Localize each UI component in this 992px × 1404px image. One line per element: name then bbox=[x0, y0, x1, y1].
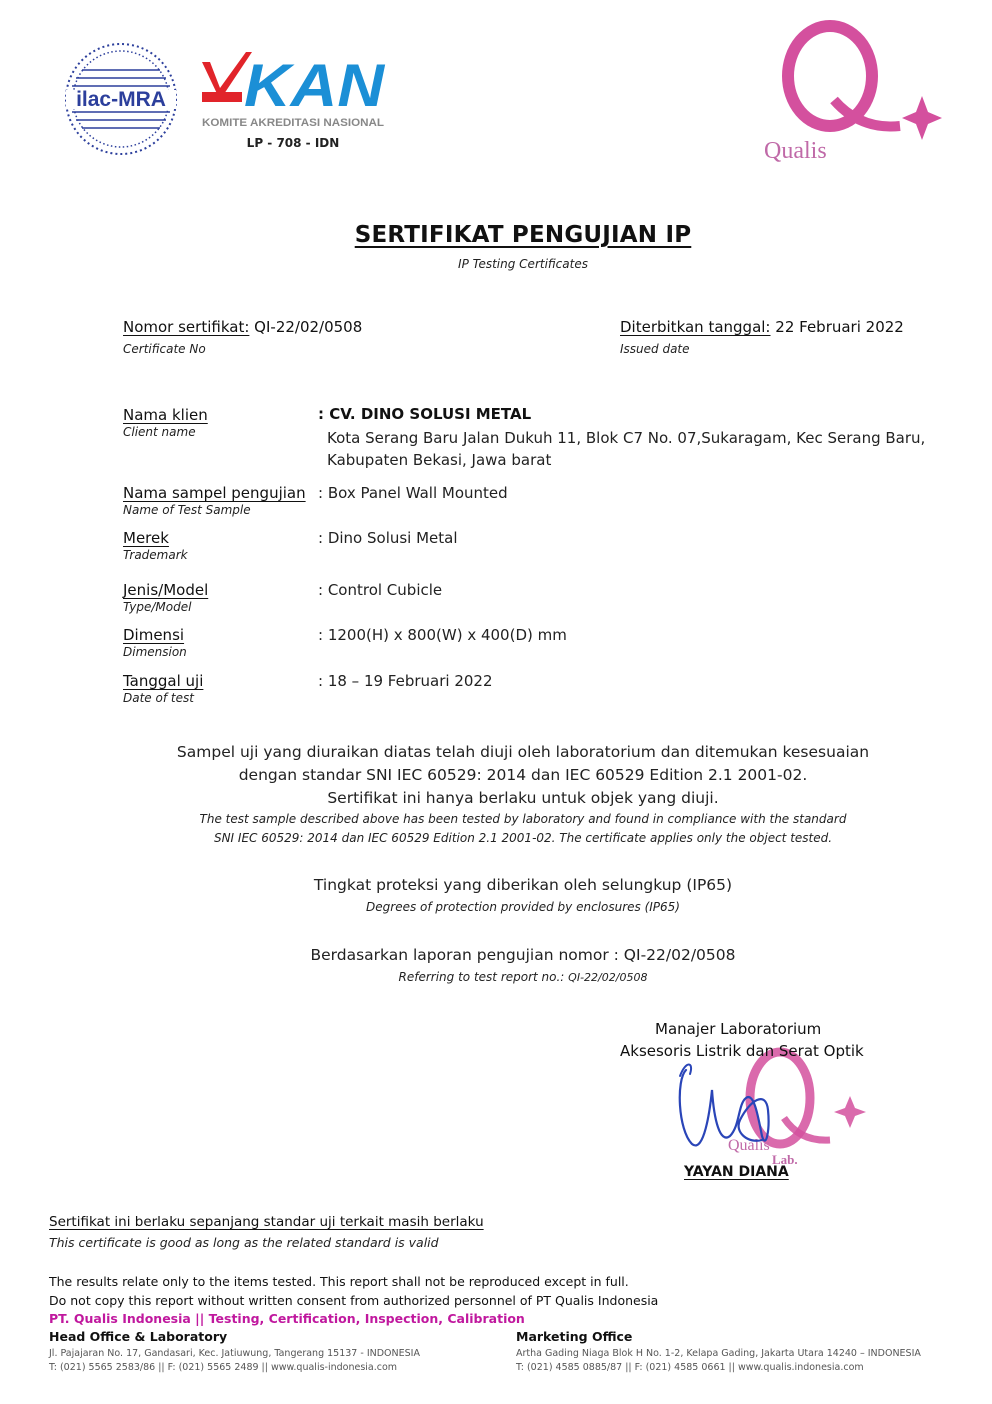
ilac-label: ilac-MRA bbox=[76, 88, 166, 111]
trademark-sub: Trademark bbox=[123, 548, 188, 562]
statement-id-line1: Sampel uji yang diuraikan diatas telah diuji oleh laboratorium dan ditemukan kesesuaian bbox=[176, 743, 870, 761]
issued-date-sub: Issued date bbox=[620, 342, 690, 356]
ilac-mra-logo bbox=[62, 40, 180, 158]
issued-date-label: Diterbitkan tanggal: bbox=[620, 318, 771, 336]
client-address-line2: Kabupaten Bekasi, Jawa barat bbox=[327, 451, 552, 469]
stamp-text-lab: Lab. bbox=[772, 1152, 798, 1167]
certificate-subtitle: IP Testing Certificates bbox=[458, 257, 588, 271]
trademark-label: Merek bbox=[123, 529, 169, 547]
statement-id-line2: dengan standar SNI IEC 60529: 2014 dan IEC 60529 Edition 2.1 2001-02. bbox=[238, 766, 808, 784]
test-date-sub: Date of test bbox=[123, 691, 194, 705]
trademark-value: : Dino Solusi Metal bbox=[318, 529, 458, 547]
client-name-sub: Client name bbox=[123, 425, 196, 439]
type-model-sub: Type/Model bbox=[123, 600, 192, 614]
kan-accreditation-code: LP - 708 - IDN bbox=[246, 136, 340, 150]
kan-logo bbox=[200, 48, 386, 132]
head-office-address: Jl. Pajajaran No. 17, Gandasari, Kec. Jatiuwung, Tangerang 15137 - INDONESIA bbox=[49, 1348, 420, 1359]
report-reference-en-number: QI-22/02/0508 bbox=[568, 971, 648, 984]
dimension-label: Dimensi bbox=[123, 626, 185, 644]
type-model-label: Jenis/Model bbox=[123, 581, 209, 599]
issued-date bbox=[620, 318, 904, 336]
client-address-line1: Kota Serang Baru Jalan Dukuh 11, Blok C7 No. 07,Sukaragam, Kec Serang Baru, bbox=[327, 429, 926, 447]
validity-note-en: This certificate is good as long as the related standard is valid bbox=[49, 1235, 439, 1250]
sample-name-sub: Name of Test Sample bbox=[123, 503, 251, 517]
dimension-sub: Dimension bbox=[123, 645, 187, 659]
statement-id-line3: Sertifikat ini hanya berlaku untuk objek yang diuji. bbox=[327, 789, 719, 807]
certificate-number bbox=[123, 318, 362, 336]
certificate-number-value: QI-22/02/0508 bbox=[254, 318, 363, 336]
protection-degree-en: Degrees of protection provided by enclosures (IP65) bbox=[366, 900, 680, 914]
qualis-logo bbox=[760, 18, 950, 168]
head-office-contact: T: (021) 5565 2583/86 || F: (021) 5565 2489 || www.qualis-indonesia.com bbox=[49, 1362, 398, 1373]
issued-date-value: 22 Februari 2022 bbox=[775, 318, 904, 336]
report-reference-en-prefix: Referring to test report no.: bbox=[398, 970, 569, 984]
type-model-value: : Control Cubicle bbox=[318, 581, 443, 599]
sample-name-label: Nama sampel pengujian bbox=[123, 484, 306, 502]
footer-disclaimer1: The results relate only to the items tested. This report shall not be reproduced except in full. bbox=[49, 1274, 629, 1289]
certificate-title-text: SERTIFIKAT PENGUJIAN IP bbox=[354, 222, 692, 248]
certificate-title bbox=[0, 222, 992, 248]
marketing-office-address: Artha Gading Niaga Blok H No. 1-2, Kelapa Gading, Jakarta Utara 14240 – INDONESIA bbox=[516, 1348, 921, 1359]
test-date-label: Tanggal uji bbox=[123, 672, 204, 690]
signatory-title1: Manajer Laboratorium bbox=[655, 1020, 822, 1038]
validity-note: Sertifikat ini berlaku sepanjang standar uji terkait masih berlaku bbox=[49, 1214, 484, 1230]
kan-wordmark: KAN bbox=[244, 52, 386, 119]
signatory-title2: Aksesoris Listrik dan Serat Optik bbox=[620, 1042, 864, 1060]
sample-name-value: : Box Panel Wall Mounted bbox=[318, 484, 508, 502]
qualis-wordmark: Qualis bbox=[764, 138, 827, 164]
footer-disclaimer2: Do not copy this report without written consent from authorized personnel of PT Qualis Indonesia bbox=[49, 1293, 659, 1308]
client-name-value: : CV. DINO SOLUSI METAL bbox=[318, 405, 532, 423]
statement-en-line1: The test sample described above has been tested by laboratory and found in compliance with the standard bbox=[199, 812, 847, 826]
signatory-name: YAYAN DIANA bbox=[684, 1164, 789, 1180]
certificate-number-sub: Certificate No bbox=[123, 342, 206, 356]
kan-subtitle: KOMITE AKREDITASI NASIONAL bbox=[202, 117, 385, 129]
client-name-label: Nama klien bbox=[123, 406, 208, 424]
footer-company: PT. Qualis Indonesia || Testing, Certification, Inspection, Calibration bbox=[49, 1311, 525, 1326]
marketing-office-contact: T: (021) 4585 0885/87 || F: (021) 4585 0661 || www.qualis.indonesia.com bbox=[516, 1362, 864, 1373]
dimension-value: : 1200(H) x 800(W) x 400(D) mm bbox=[318, 626, 567, 644]
report-reference-en bbox=[0, 968, 992, 987]
head-office-title: Head Office & Laboratory bbox=[49, 1329, 228, 1344]
report-reference: Berdasarkan laporan pengujian nomor : QI-22/02/0508 bbox=[310, 946, 736, 964]
statement-en-line2: SNI IEC 60529: 2014 dan IEC 60529 Edition 2.1 2001-02. The certificate applies only the object tested. bbox=[213, 831, 833, 845]
test-date-value: : 18 – 19 Februari 2022 bbox=[318, 672, 493, 690]
protection-degree: Tingkat proteksi yang diberikan oleh selungkup (IP65) bbox=[313, 876, 733, 894]
marketing-office-title: Marketing Office bbox=[516, 1329, 633, 1344]
certificate-number-label: Nomor sertifikat: bbox=[123, 318, 250, 336]
stamp-text-qualis: Qualis bbox=[728, 1137, 770, 1154]
